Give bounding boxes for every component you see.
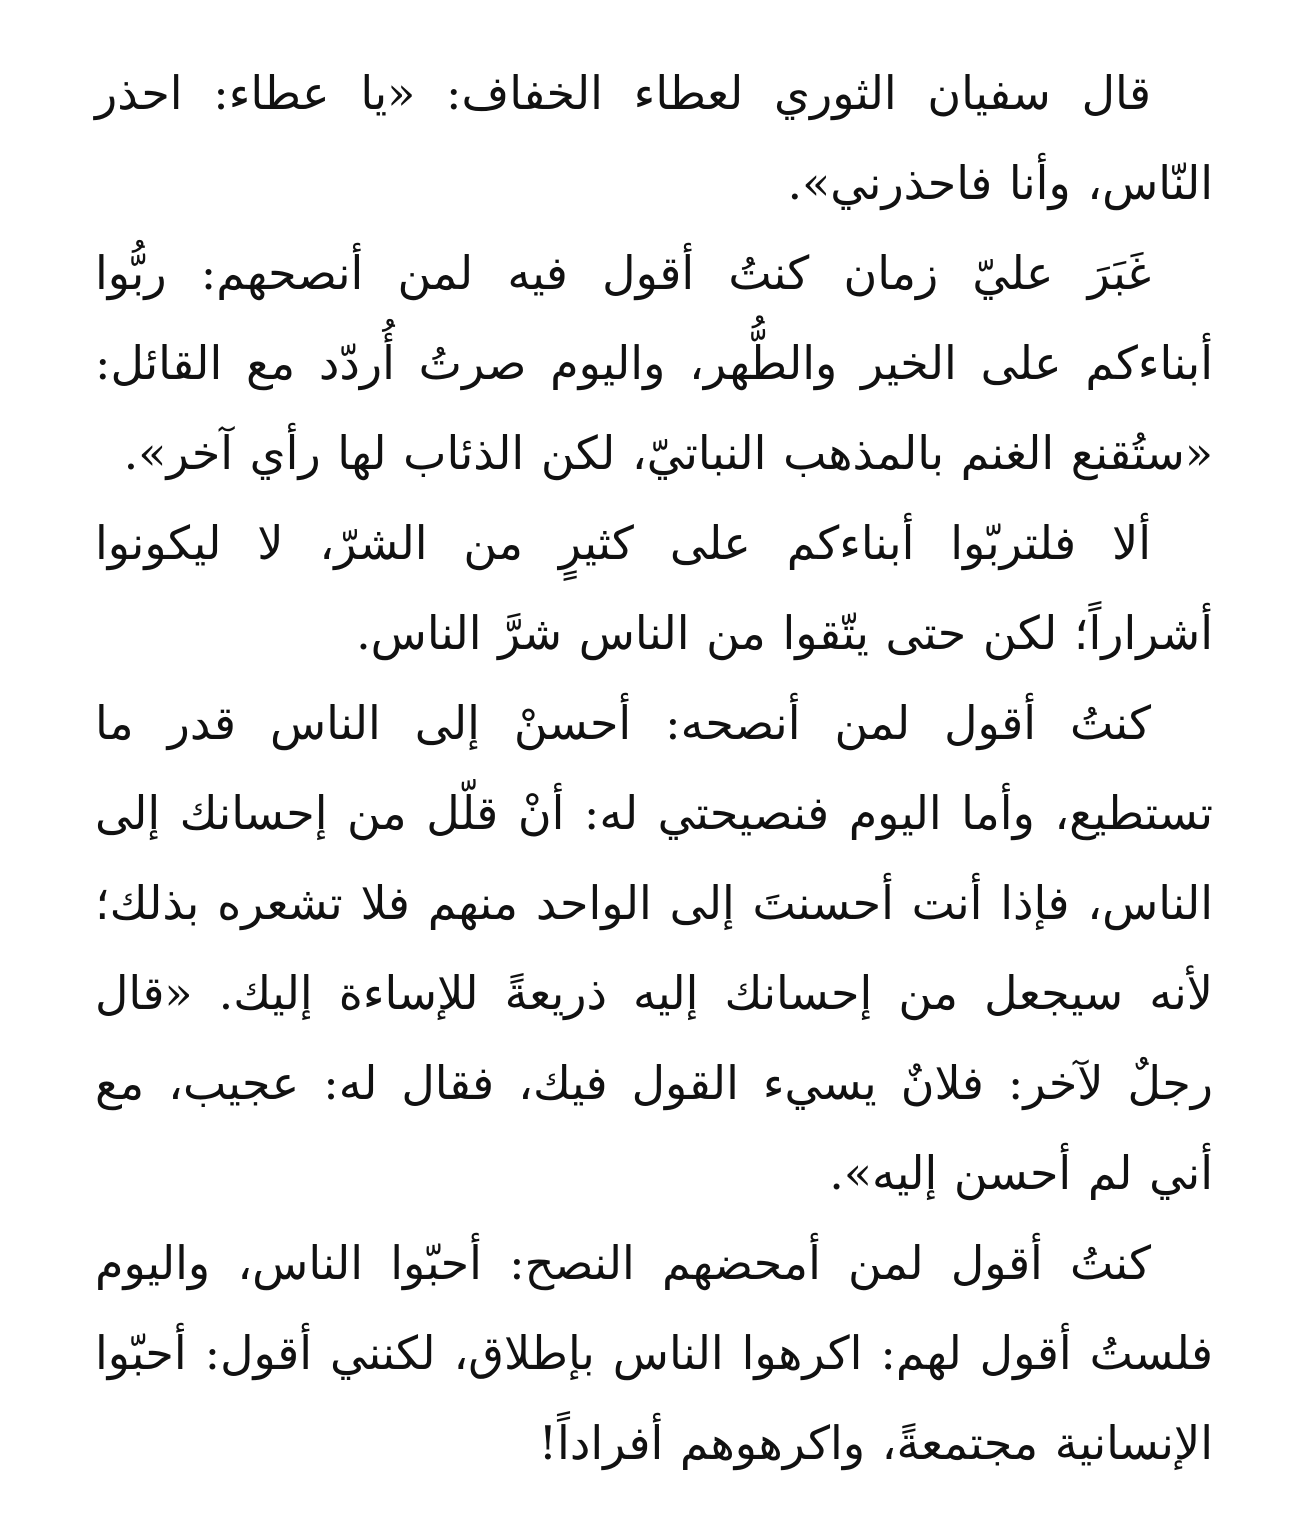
paragraph-teach-evil: ألا فلتربّوا أبناءكم على كثيرٍ من الشرّ، لا ليكونوا أشراراً؛ لكن حتى يتّقوا من الناس شرَّ الناس. — [95, 516, 1213, 660]
paragraph-sufyan-quote: قال سفيان الثوري لعطاء الخفاف: «يا عطاء: احذر النّاس، وأنا فاحذرني». — [95, 66, 1213, 210]
paragraph-love-humanity: كنتُ أقول لمن أمحضهم النصح: أحبّوا الناس، واليوم فلستُ أقول لهم: اكرهوا الناس بإطلاق، لكنني أقول: أحبّوا الإنسانية مجتمعةً، واكرهوهم أفراداً! — [95, 1236, 1213, 1470]
paragraph-kindness-advice: كنتُ أقول لمن أنصحه: أحسنْ إلى الناس قدر ما تستطيع، وأما اليوم فنصيحتي له: أنْ قلّل من إحسانك إلى الناس، فإذا أنت أحسنتَ إلى الواحد منهم فلا تشعره بذلك؛ لأنه سيجعل من إحسانك إليه ذريعةً للإساءة إليك. «قال رجلٌ لآخر: فلانٌ يسيء القول فيك، فقال له: عجيب، مع أني لم أحسن إليه». — [95, 696, 1213, 1200]
document-body — [95, 48, 1213, 1488]
paragraph-raise-children: غَبَرَ عليّ زمان كنتُ أقول فيه لمن أنصحهم: ربُّوا أبناءكم على الخير والطُّهر، واليوم صرتُ أُردّد مع القائل: «ستُقنع الغنم بالمذهب النباتيّ، لكن الذئاب لها رأي آخر». — [95, 246, 1213, 480]
